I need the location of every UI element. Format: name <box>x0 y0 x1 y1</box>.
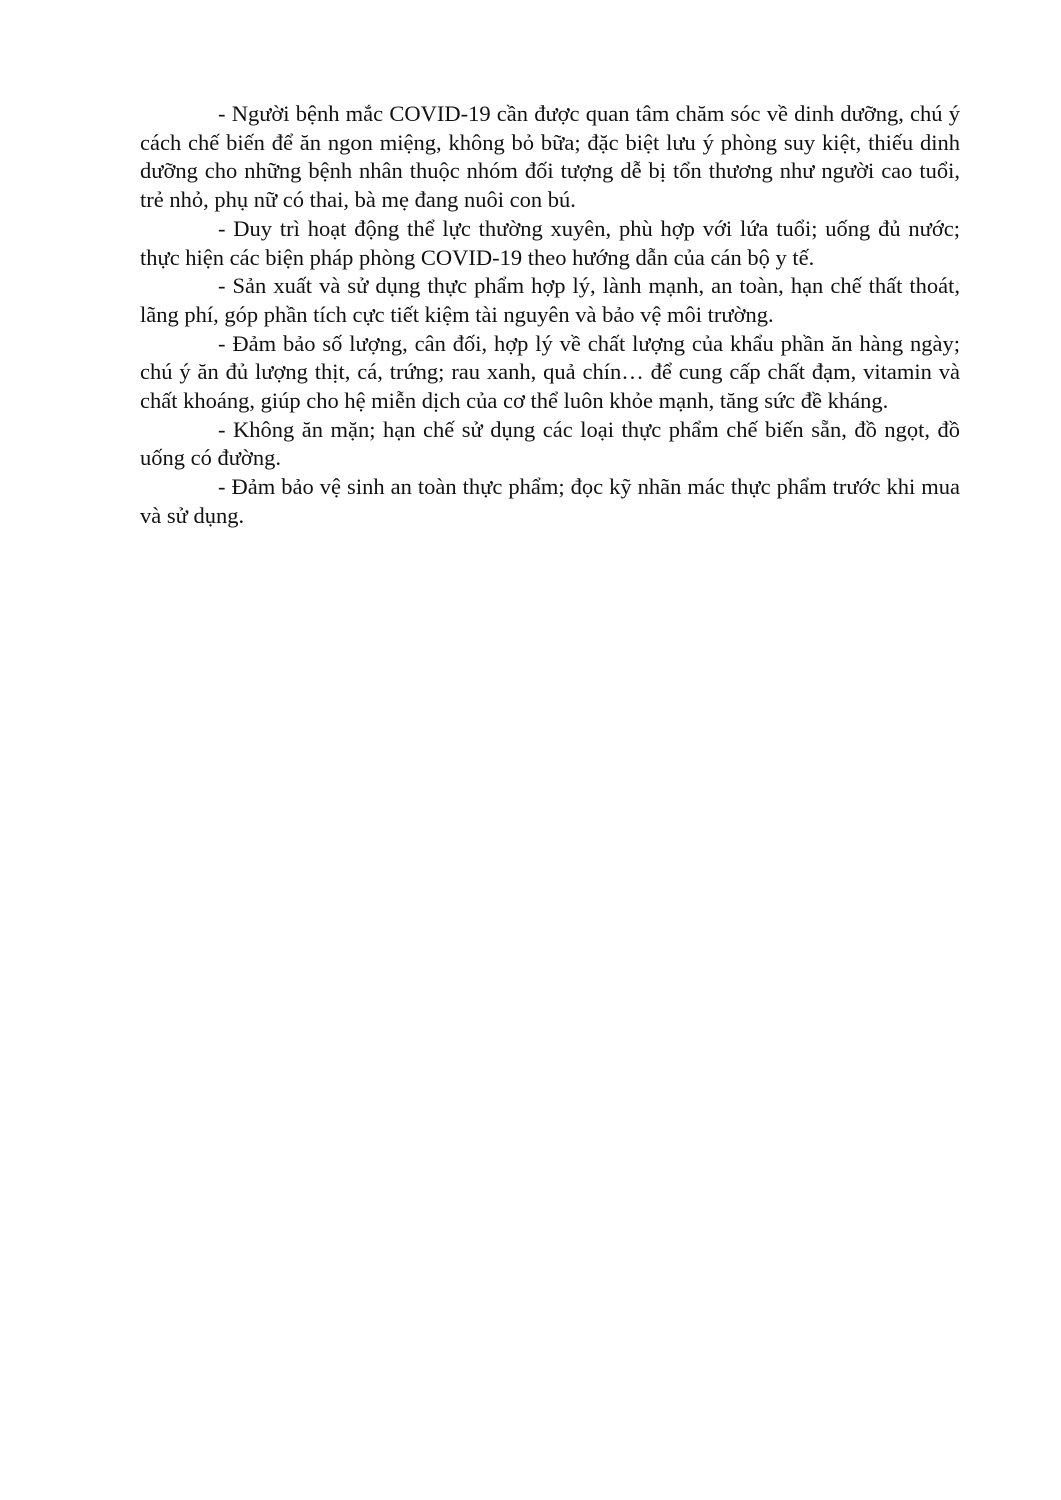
paragraph-limit-salt-sugar: - Không ăn mặn; hạn chế sử dụng các loại thực phẩm chế biến sẵn, đồ ngọt, đồ uống có đường. <box>140 416 960 471</box>
paragraph-food-production: - Sản xuất và sử dụng thực phẩm hợp lý, lành mạnh, an toàn, hạn chế thất thoát, lãng phí, góp phần tích cực tiết kiệm tài nguyên và bảo vệ môi trường. <box>140 273 960 327</box>
document-body <box>140 100 960 531</box>
paragraph-physical-activity: - Duy trì hoạt động thể lực thường xuyên, phù hợp với lứa tuổi; uống đủ nước; thực hiện các biện pháp phòng COVID-19 theo hướng dẫn của cán bộ y tế. <box>140 215 960 270</box>
paragraph-nutrition-care: - Người bệnh mắc COVID-19 cần được quan tâm chăm sóc về dinh dưỡng, chú ý cách chế biến để ăn ngon miệng, không bỏ bữa; đặc biệt lưu ý phòng suy kiệt, thiếu dinh dưỡng cho những bệnh nhân thuộc nhóm đối tượng dễ bị tổn thương như người cao tuổi, trẻ nhỏ, phụ nữ có thai, bà mẹ đang nuôi con bú. <box>140 101 960 213</box>
paragraph-balanced-diet: - Đảm bảo số lượng, cân đối, hợp lý về chất lượng của khẩu phần ăn hàng ngày; chú ý ăn đủ lượng thịt, cá, trứng; rau xanh, quả chín… để cung cấp chất đạm, vitamin và chất khoáng, giúp cho hệ miễn dịch của cơ thể luôn khỏe mạnh, tăng sức đề kháng. <box>140 330 960 414</box>
paragraph-food-safety: - Đảm bảo vệ sinh an toàn thực phẩm; đọc kỹ nhãn mác thực phẩm trước khi mua và sử dụng. <box>140 474 960 528</box>
